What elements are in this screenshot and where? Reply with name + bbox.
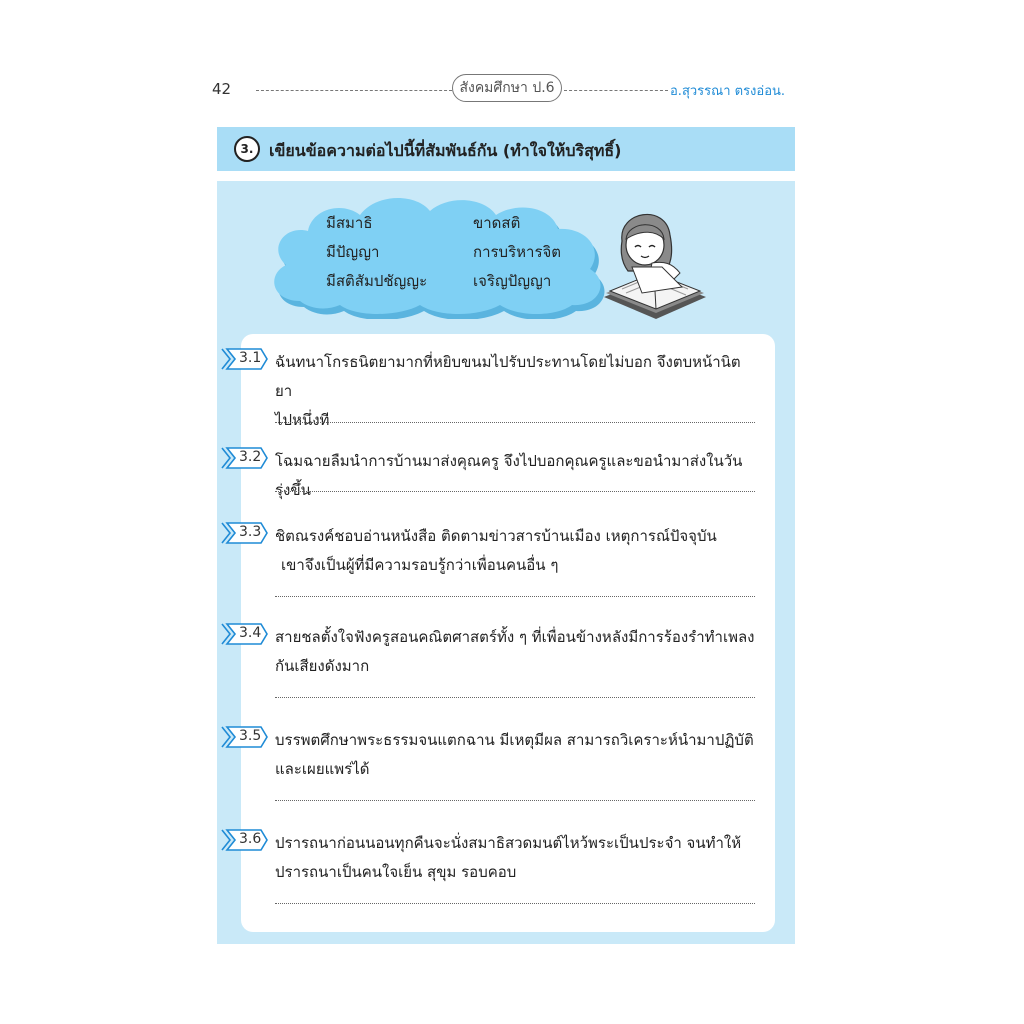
word-bank-item: เจริญปัญญา	[473, 272, 552, 290]
page-header	[0, 70, 1024, 110]
answer-line[interactable]	[275, 491, 755, 492]
item-text	[275, 522, 755, 580]
item-number-tag	[221, 348, 269, 370]
word-bank-item: ขาดสติ	[473, 214, 521, 232]
answer-line[interactable]	[275, 800, 755, 801]
item-text-line: เขาจึงเป็นผู้ที่มีความรอบรู้กว่าเพื่อนคนอื่น ๆ	[281, 556, 559, 574]
girl-reading-illustration	[602, 201, 712, 321]
item-text-line: ปรารถนาเป็นคนใจเย็น สุขุม รอบคอบ	[275, 863, 517, 881]
item-number: 3.2	[239, 449, 262, 465]
word-bank-item: มีปัญญา	[326, 243, 380, 261]
item-text-line: ไปหนึ่งที	[275, 411, 330, 429]
page-number: 42	[212, 80, 232, 98]
answer-line[interactable]	[275, 903, 755, 904]
item-text	[275, 829, 755, 887]
item-text	[275, 726, 755, 784]
item-text-line: กันเสียงดังมาก	[275, 657, 370, 675]
header-divider-right	[564, 90, 668, 91]
item-text-line: บรรพตศึกษาพระธรรมจนแตกฉาน มีเหตุมีผล สามารถวิเคราะห์นำมาปฏิบัติ	[275, 731, 754, 749]
word-bank-item: การบริหารจิต	[473, 243, 562, 261]
item-text	[275, 447, 755, 505]
item-text-line: ฉันทนาโกรธนิตยามากที่หยิบขนมไปรับประทานโดยไม่บอก จึงตบหน้านิตยา	[275, 353, 741, 400]
cloud-shape	[260, 189, 620, 319]
item-number: 3.1	[239, 350, 262, 366]
item-number: 3.3	[239, 524, 262, 540]
item-number: 3.4	[239, 625, 262, 641]
item-text-line: สายชลตั้งใจฟังครูสอนคณิตศาสตร์ทั้ง ๆ ที่เพื่อนข้างหลังมีการร้องรำทำเพลง	[275, 628, 755, 646]
item-number-tag	[221, 447, 269, 469]
subject-label: สังคมศึกษา ป.6	[452, 74, 562, 102]
author-label: อ.สุวรรณา ตรงอ่อน.	[670, 84, 786, 99]
item-text-line: และเผยแพร่ได้	[275, 760, 370, 778]
task-instruction: เขียนข้อความต่อไปนี้ที่สัมพันธ์กัน (ทำใจให้บริสุทธิ์)	[269, 141, 622, 160]
item-text	[275, 623, 755, 681]
word-bank-item: มีสติสัมปชัญญะ	[326, 272, 428, 290]
word-bank-cloud	[260, 189, 620, 319]
answer-line[interactable]	[275, 697, 755, 698]
item-text-line: ชิตณรงค์ชอบอ่านหนังสือ ติดตามข่าวสารบ้านเมือง เหตุการณ์ปัจจุบัน	[275, 527, 717, 545]
task-number-badge: 3.	[234, 136, 260, 162]
item-number-tag	[221, 522, 269, 544]
item-number-tag	[221, 829, 269, 851]
item-text-line: โฉมฉายลืมนำการบ้านมาส่งคุณครู จึงไปบอกคุณครูและขอนำมาส่งในวันรุ่งขึ้น	[275, 452, 743, 499]
answer-line[interactable]	[275, 596, 755, 597]
header-divider-left	[256, 90, 452, 91]
item-number: 3.5	[239, 728, 262, 744]
item-number-tag	[221, 623, 269, 645]
word-bank-item: มีสมาธิ	[326, 214, 373, 232]
item-number: 3.6	[239, 831, 262, 847]
answer-line[interactable]	[275, 422, 755, 423]
task-title-bar	[217, 127, 795, 171]
item-text-line: ปรารถนาก่อนนอนทุกคืนจะนั่งสมาธิสวดมนต์ไหว้พระเป็นประจำ จนทำให้	[275, 834, 742, 852]
item-number-tag	[221, 726, 269, 748]
exercise-panel	[217, 181, 795, 944]
exercise-card	[241, 334, 775, 932]
